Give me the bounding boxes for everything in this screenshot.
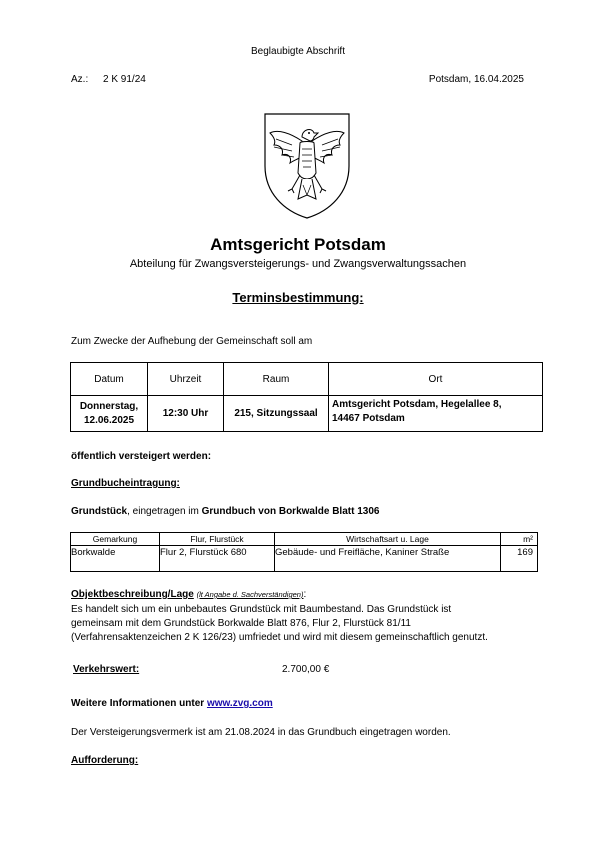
table-row: [71, 546, 538, 572]
termin-table: [70, 362, 543, 432]
termin-raum: 215, Sitzungssaal: [224, 396, 329, 432]
zvg-link[interactable]: www.zvg.com: [206, 698, 273, 709]
intro-text: Zum Zwecke der Aufhebung der Gemeinschaft soll am: [71, 336, 313, 347]
termin-ort: [329, 396, 543, 432]
header-raum: Raum: [224, 363, 329, 396]
objekt-line-2: gemeinsam mit dem Grundstück Borkwalde Blatt 876, Flur 2, Flurstück 81/11: [71, 618, 411, 629]
header-wirtschaft: Wirtschaftsart u. Lage: [275, 533, 501, 546]
objekt-description: [71, 603, 488, 645]
objekt-colon: :: [303, 589, 307, 600]
grundbuch-line: [71, 506, 379, 517]
header-ort: Ort: [329, 363, 543, 396]
termin-ort-city: 14467 Potsdam: [332, 413, 405, 424]
grundbuch-heading: Grundbucheintragung:: [71, 478, 180, 489]
objekt-heading: Objektbeschreibung/Lage: [71, 589, 194, 600]
verkehrswert-label: Verkehrswert:: [73, 664, 140, 675]
versteigert-text: öffentlich versteigert werden:: [71, 451, 212, 462]
header-datum: Datum: [71, 363, 148, 396]
termin-ort-street: Amtsgericht Potsdam, Hegelallee 8,: [332, 399, 502, 410]
flurstueck-table: [70, 532, 538, 572]
header-m2: m²: [501, 533, 538, 546]
row-gemarkung: Borkwalde: [71, 546, 160, 572]
objekt-line-1: Es handelt sich um ein unbebautes Grundstück mit Baumbestand. Das Grundstück ist: [71, 604, 452, 615]
document-title: Terminsbestimmung:: [232, 290, 364, 305]
objekt-line-3: (Verfahrensaktenzeichen 2 K 126/23) umfriedet und wird mit diesem gemeinschaftlich genutzt.: [71, 632, 488, 643]
header-gemarkung: Gemarkung: [71, 533, 160, 546]
vermerk-text: Der Versteigerungsvermerk ist am 21.08.2024 in das Grundbuch eingetragen worden.: [71, 727, 451, 738]
grundbuch-text: , eingetragen im: [127, 506, 202, 517]
place-date: Potsdam, 16.04.2025: [428, 74, 524, 85]
row-m2: 169: [501, 546, 538, 572]
grundbuch-grundstueck: Grundstück: [71, 506, 128, 517]
aufforderung-heading: Aufforderung:: [71, 755, 139, 766]
weitere-info: [71, 698, 273, 709]
weitere-text: Weitere Informationen unter: [71, 698, 207, 709]
objekt-heading-line: [71, 589, 306, 600]
termin-datum: [71, 396, 148, 432]
termin-uhrzeit: 12:30 Uhr: [148, 396, 224, 432]
objekt-note: (lt Angabe d. Sachverständigen): [196, 590, 304, 599]
coat-of-arms-icon: [262, 111, 352, 224]
az-label: Az.:: [71, 74, 89, 85]
row-flur: Flur 2, Flurstück 680: [160, 546, 275, 572]
termin-datum-weekday: Donnerstag,: [79, 400, 139, 412]
document-type: Beglaubigte Abschrift: [251, 46, 345, 57]
header-uhrzeit: Uhrzeit: [148, 363, 224, 396]
header-flur: Flur, Flurstück: [160, 533, 275, 546]
grundbuch-blatt: Grundbuch von Borkwalde Blatt 1306: [201, 506, 380, 517]
court-department: Abteilung für Zwangsversteigerungs- und Zwangsverwaltungssachen: [129, 258, 467, 270]
termin-datum-date: 12.06.2025: [83, 414, 135, 426]
az-value: 2 K 91/24: [103, 74, 146, 85]
verkehrswert-value: 2.700,00 €: [282, 664, 330, 675]
row-wirtschaft: Gebäude- und Freifläche, Kaniner Straße: [275, 546, 501, 572]
court-name: Amtsgericht Potsdam: [210, 235, 386, 254]
